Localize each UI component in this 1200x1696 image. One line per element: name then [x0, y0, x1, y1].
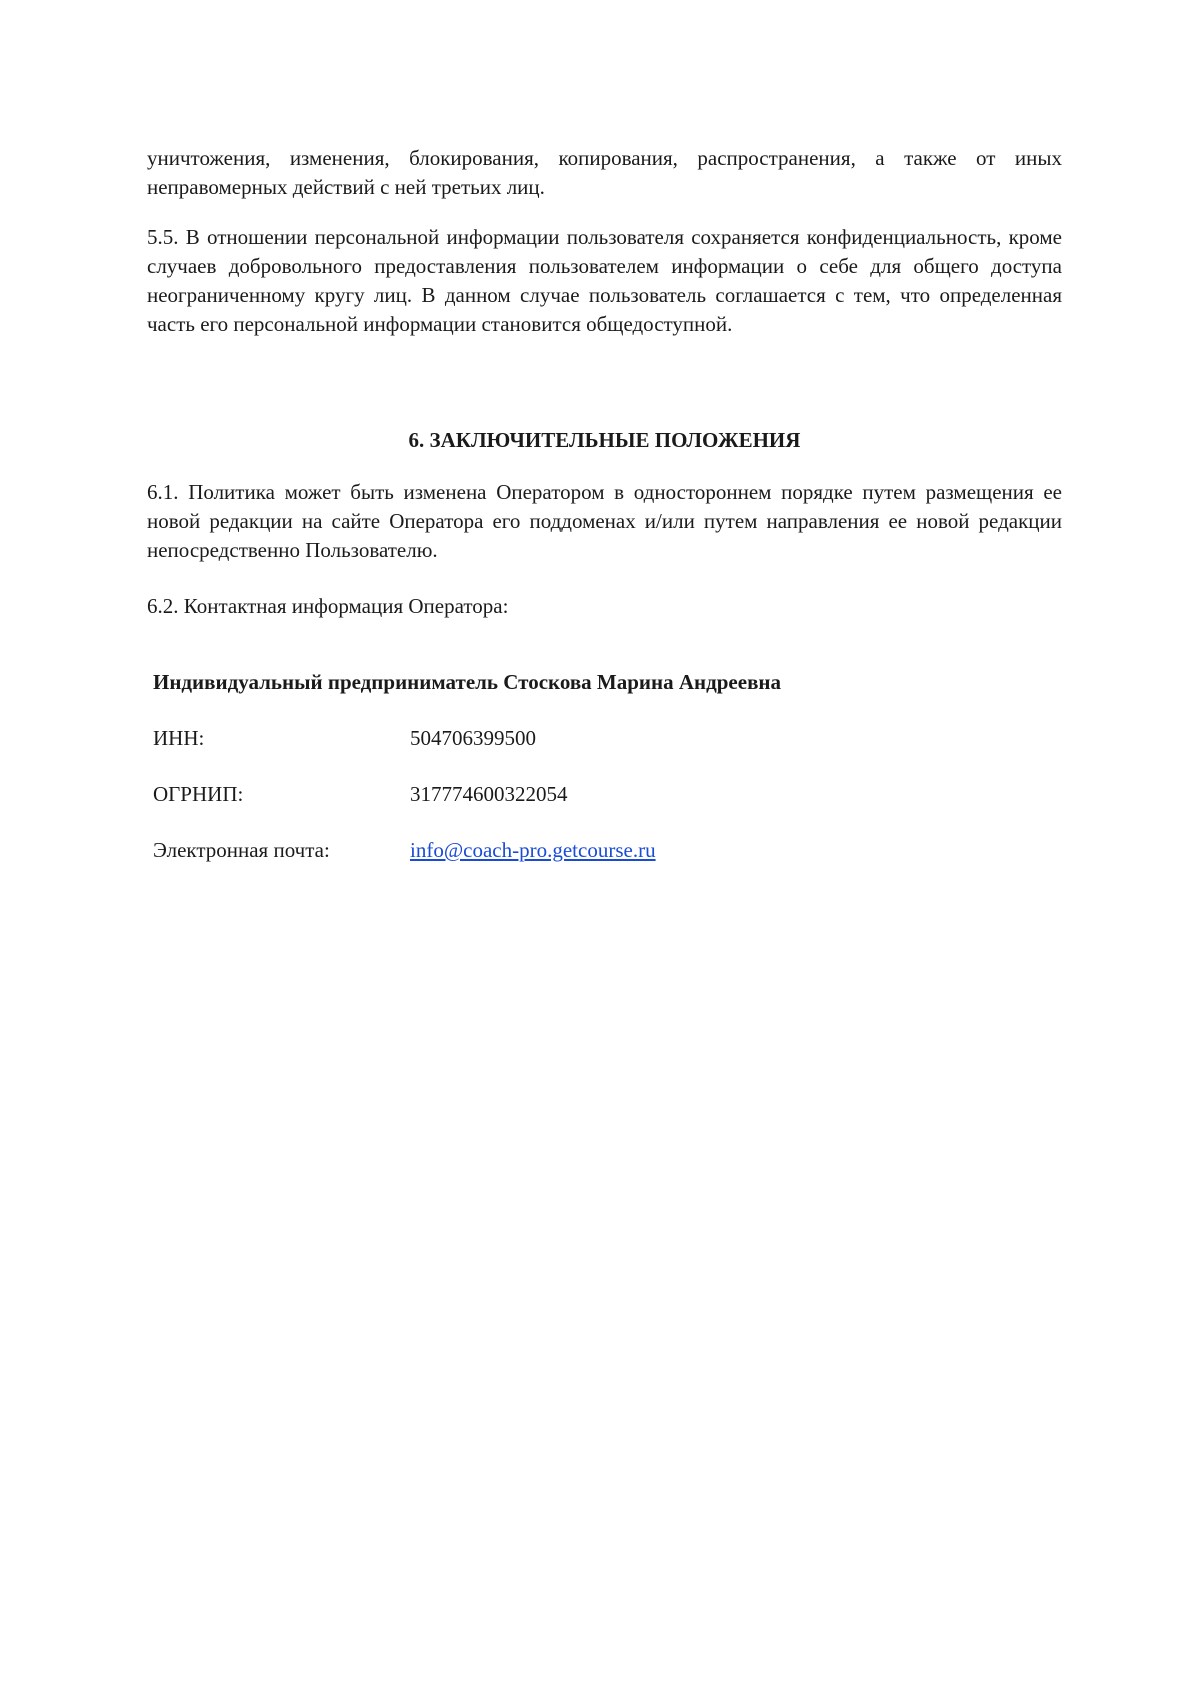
section6-para-6-1: 6.1. Политика может быть изменена Оператором в одностороннем порядке путем размещения ее новой редакции на сайте Оператора его поддоменах и/или путем направления ее новой редакции непосредственно Пользователю. — [147, 480, 1062, 562]
email-link[interactable]: info@coach-pro.getcourse.ru — [410, 838, 656, 862]
section5-para-continued: уничтожения, изменения, блокирования, копирования, распространения, а также от иных неправомерных действий с ней третьих лиц. — [147, 146, 1062, 199]
document-page — [147, 144, 1062, 862]
section6-body — [147, 478, 1062, 565]
inn-value: 504706399500 — [410, 726, 536, 750]
operator-name: Индивидуальный предприниматель Стоскова Марина Андреевна — [153, 670, 782, 694]
email-label: Электронная почта: — [153, 838, 330, 862]
inn-label: ИНН: — [153, 726, 205, 750]
operator-contacts — [153, 668, 1053, 862]
email-value-wrap — [410, 836, 656, 865]
ogrnip-label: ОГРНИП: — [153, 782, 244, 806]
section6-para-6-2: 6.2. Контактная информация Оператора: — [147, 594, 509, 618]
ogrnip-value: 317774600322054 — [410, 782, 568, 806]
section5-para-5-5: 5.5. В отношении персональной информации пользователя сохраняется конфиденциальность, кроме случаев добровольного предоставления пользователем информации о себе для общего доступа неограниченному кругу лиц. В данном случае пользователь соглашается с тем, что определенная часть его персональной информации становится общедоступной. — [147, 225, 1062, 336]
section6-heading: 6. ЗАКЛЮЧИТЕЛЬНЫЕ ПОЛОЖЕНИЯ — [408, 428, 801, 452]
